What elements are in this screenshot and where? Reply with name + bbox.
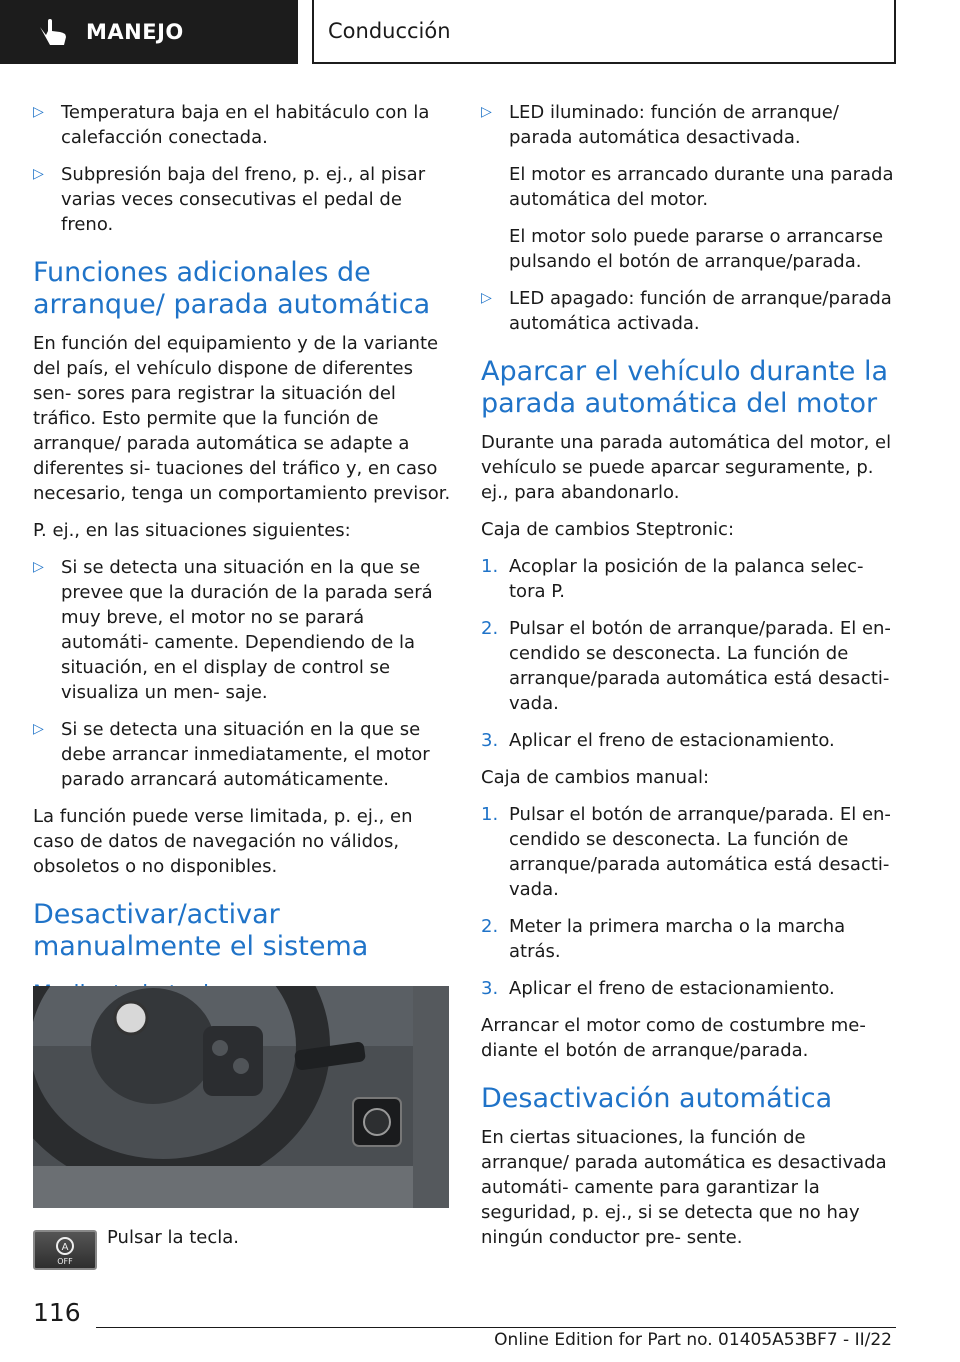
auto-start-stop-off-button-icon <box>33 1230 97 1270</box>
numbered-step: 1. Acoplar la posición de la palanca selec- tora P. <box>481 556 864 602</box>
triangle-bullet-icon: ▷ <box>481 290 492 306</box>
numbered-step: 3. Aplicar el freno de estacionamiento. <box>481 978 835 999</box>
section-heading: Aparcar el vehículo durante la parada automática del motor <box>481 356 889 419</box>
triangle-bullet-icon: ▷ <box>33 104 44 120</box>
paragraph: Durante una parada automática del motor, el vehículo se puede aparcar seguramente, p. ej., para abandonarlo. <box>481 432 892 503</box>
numbered-step: 3. Aplicar el freno de estacionamiento. <box>481 730 835 751</box>
triangle-bullet-icon: ▷ <box>481 104 492 120</box>
list-item: ▷ LED iluminado: función de arranque/ parada automática desactivada. <box>481 102 839 148</box>
list-item: ▷ Si se detecta una situación en la que se debe arrancar inmediatamente, el motor parado arrancará automáticamente. <box>33 719 430 790</box>
paragraph: La función puede verse limitada, p. ej., en caso de datos de navegación no válidos, obsoletos o no disponibles. <box>33 806 413 877</box>
footer-divider <box>96 1327 896 1328</box>
indented-paragraph: El motor es arrancado durante una parada automática del motor. <box>509 164 894 210</box>
steering-wheel-photo <box>33 986 449 1208</box>
section-tab <box>0 0 298 64</box>
section-heading: Desactivación automática <box>481 1083 833 1114</box>
svg-text:OFF: OFF <box>57 1257 73 1266</box>
paragraph: Arrancar el motor como de costumbre me- diante el botón de arranque/parada. <box>481 1015 866 1061</box>
numbered-step: 2. Meter la primera marcha o la marcha atrás. <box>481 916 846 962</box>
paragraph: En ciertas situaciones, la función de arranque/ parada automática es desactivada automáti- camente para garantizar la seguridad, p. ej., si se detecta que no hay ningún conductor pre- sente. <box>481 1127 887 1248</box>
paragraph: Caja de cambios Steptronic: <box>481 519 735 540</box>
numbered-step: 2. Pulsar el botón de arranque/parada. El en- cendido se desconecta. La función de arranque/parada automática está desacti- vada. <box>481 618 891 714</box>
paragraph: P. ej., en las situaciones siguientes: <box>33 520 351 541</box>
chapter-title: Conducción <box>328 19 451 43</box>
paragraph: En función del equipamiento y de la variante del país, el vehículo dispone de diferentes sen- sores para registrar la situación del tráfico. Esto permite que la función de arranque/ parada automática se adapte a diferentes si- tuaciones del tráfico y, en caso necesario, tenga un comportamiento previsor. <box>33 333 451 504</box>
footer-edition: Online Edition for Part no. 01405A53BF7 - II/22 <box>494 1330 892 1350</box>
page-number: 116 <box>33 1298 81 1327</box>
hand-steering-icon <box>36 15 70 49</box>
button-caption: Pulsar la tecla. <box>107 1227 240 1248</box>
svg-text:A: A <box>61 1242 69 1253</box>
list-item: ▷ Subpresión baja del freno, p. ej., al pisar varias veces consecutivas el pedal de freno. <box>33 164 426 235</box>
numbered-step: 1. Pulsar el botón de arranque/parada. El en- cendido se desconecta. La función de arranque/parada automática está desacti- vada. <box>481 804 891 900</box>
indented-paragraph: El motor solo puede pararse o arrancarse pulsando el botón de arranque/parada. <box>509 226 884 272</box>
list-item: ▷ LED apagado: función de arranque/parada automática activada. <box>481 288 892 334</box>
paragraph: Caja de cambios manual: <box>481 767 710 788</box>
triangle-bullet-icon: ▷ <box>33 721 44 737</box>
triangle-bullet-icon: ▷ <box>33 559 44 575</box>
triangle-bullet-icon: ▷ <box>33 166 44 182</box>
section-heading: Funciones adicionales de arranque/ parada automática <box>33 257 431 320</box>
right-column <box>481 100 899 1262</box>
left-column <box>33 100 451 1023</box>
chapter-header <box>312 0 896 64</box>
list-item: ▷ Si se detecta una situación en la que se prevee que la duración de la parada será muy breve, el motor no se parará automáti- camente. Dependiendo de la situación, en el display de control se visualiza un men- saje. <box>33 557 433 703</box>
section-label: MANEJO <box>86 20 184 44</box>
list-item: ▷ Temperatura baja en el habitáculo con la calefacción conectada. <box>33 102 430 148</box>
section-heading: Desactivar/activar manualmente el sistema <box>33 899 369 962</box>
